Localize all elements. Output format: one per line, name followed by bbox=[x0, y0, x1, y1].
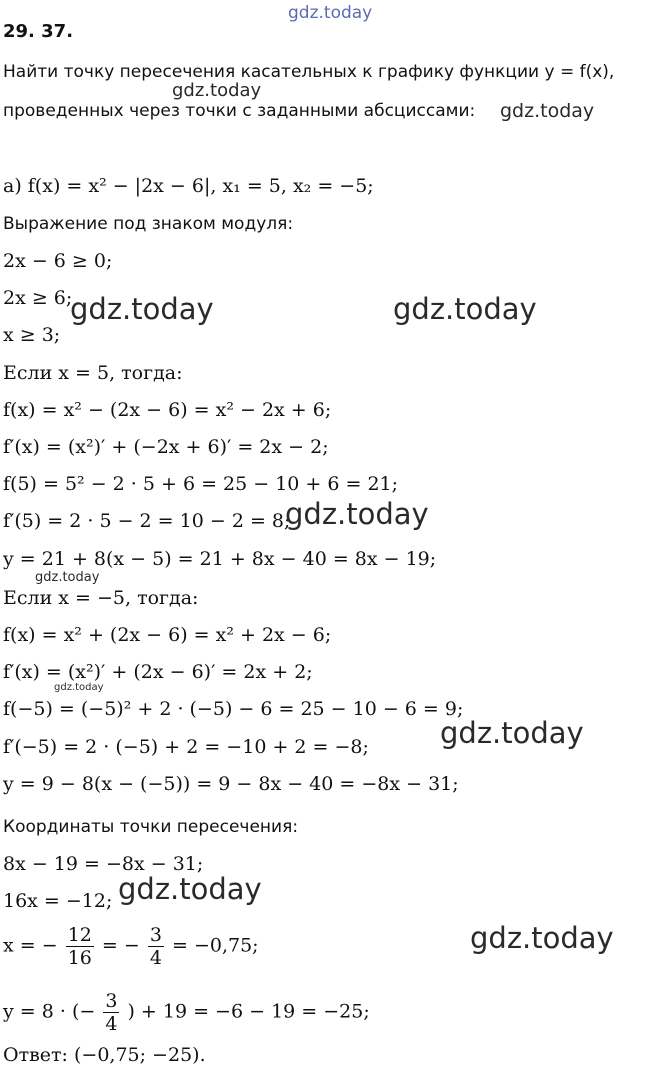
solution-line: x ≥ 3; bbox=[3, 324, 61, 346]
solution-line: 16x = −12; bbox=[3, 890, 113, 912]
solution-line: f(x) = x² + (2x − 6) = x² + 2x − 6; bbox=[3, 624, 332, 646]
solution-line: f(5) = 5² − 2 · 5 + 6 = 25 − 10 + 6 = 21; bbox=[3, 473, 399, 495]
task-statement-line-2: проведенных через точки с заданными абсциссами: bbox=[3, 101, 476, 121]
fraction-numerator: 3 bbox=[105, 990, 118, 1012]
watermark: gdz.today bbox=[285, 497, 429, 531]
y-rhs: ) + 19 = −6 − 19 = −25; bbox=[127, 1000, 370, 1023]
solution-line: 2x ≥ 6; bbox=[3, 287, 73, 309]
x-mid: = − bbox=[101, 934, 140, 957]
x-lhs: x = − bbox=[3, 934, 58, 957]
solution-line: f(x) = x² − (2x − 6) = x² − 2x + 6; bbox=[3, 399, 332, 421]
fraction-numerator: 12 bbox=[67, 924, 92, 946]
solution-line-y-value bbox=[3, 990, 370, 1035]
watermark: gdz.today bbox=[118, 872, 262, 906]
fraction-denominator: 16 bbox=[67, 947, 92, 969]
watermark: gdz.today bbox=[440, 716, 584, 750]
solution-line: 8x − 19 = −8x − 31; bbox=[3, 853, 204, 875]
watermark: gdz.today bbox=[54, 682, 104, 693]
fraction-3-4 bbox=[103, 990, 119, 1035]
solution-line: y = 21 + 8(x − 5) = 21 + 8x − 40 = 8x − 19; bbox=[3, 548, 437, 570]
solution-line: f′(5) = 2 · 5 − 2 = 10 − 2 = 8; bbox=[3, 510, 291, 532]
fraction-denominator: 4 bbox=[105, 1013, 118, 1035]
watermark: gdz.today bbox=[500, 100, 595, 122]
solution-line: f′(x) = (x²)′ + (−2x + 6)′ = 2x − 2; bbox=[3, 436, 329, 458]
watermark: gdz.today bbox=[70, 292, 214, 326]
y-lhs: y = 8 · (− bbox=[3, 1000, 96, 1023]
fraction-denominator: 4 bbox=[149, 947, 162, 969]
solution-line: f′(−5) = 2 · (−5) + 2 = −10 + 2 = −8; bbox=[3, 736, 369, 758]
solution-line: 2x − 6 ≥ 0; bbox=[3, 250, 113, 272]
answer-line: Ответ: (−0,75; −25). bbox=[3, 1044, 206, 1066]
watermark: gdz.today bbox=[35, 570, 100, 585]
fraction-3-4 bbox=[148, 924, 164, 969]
x-rhs: = −0,75; bbox=[172, 934, 259, 957]
watermark: gdz.today bbox=[288, 3, 373, 23]
solution-line: f′(x) = (x²)′ + (2x − 6)′ = 2x + 2; bbox=[3, 661, 313, 683]
task-statement-line-1: Найти точку пересечения касательных к графику функции y = f(x), bbox=[3, 62, 615, 82]
solution-line: а) f(x) = x² − |2x − 6|, x₁ = 5, x₂ = −5; bbox=[3, 175, 374, 197]
watermark: gdz.today bbox=[470, 921, 614, 955]
problem-number: 29. 37. bbox=[3, 21, 74, 42]
solution-line: f(−5) = (−5)² + 2 · (−5) − 6 = 25 − 10 − 6 = 9; bbox=[3, 698, 464, 720]
solution-line: y = 9 − 8(x − (−5)) = 9 − 8x − 40 = −8x − 31; bbox=[3, 773, 459, 795]
watermark: gdz.today bbox=[172, 80, 262, 101]
solution-line: Выражение под знаком модуля: bbox=[3, 214, 294, 234]
solution-line: Координаты точки пересечения: bbox=[3, 817, 299, 837]
solution-line: Если x = 5, тогда: bbox=[3, 362, 183, 384]
fraction-12-16 bbox=[66, 924, 94, 969]
watermark: gdz.today bbox=[393, 292, 537, 326]
fraction-numerator: 3 bbox=[149, 924, 162, 946]
solution-line-x-value bbox=[3, 924, 259, 969]
solution-line: Если x = −5, тогда: bbox=[3, 587, 199, 609]
